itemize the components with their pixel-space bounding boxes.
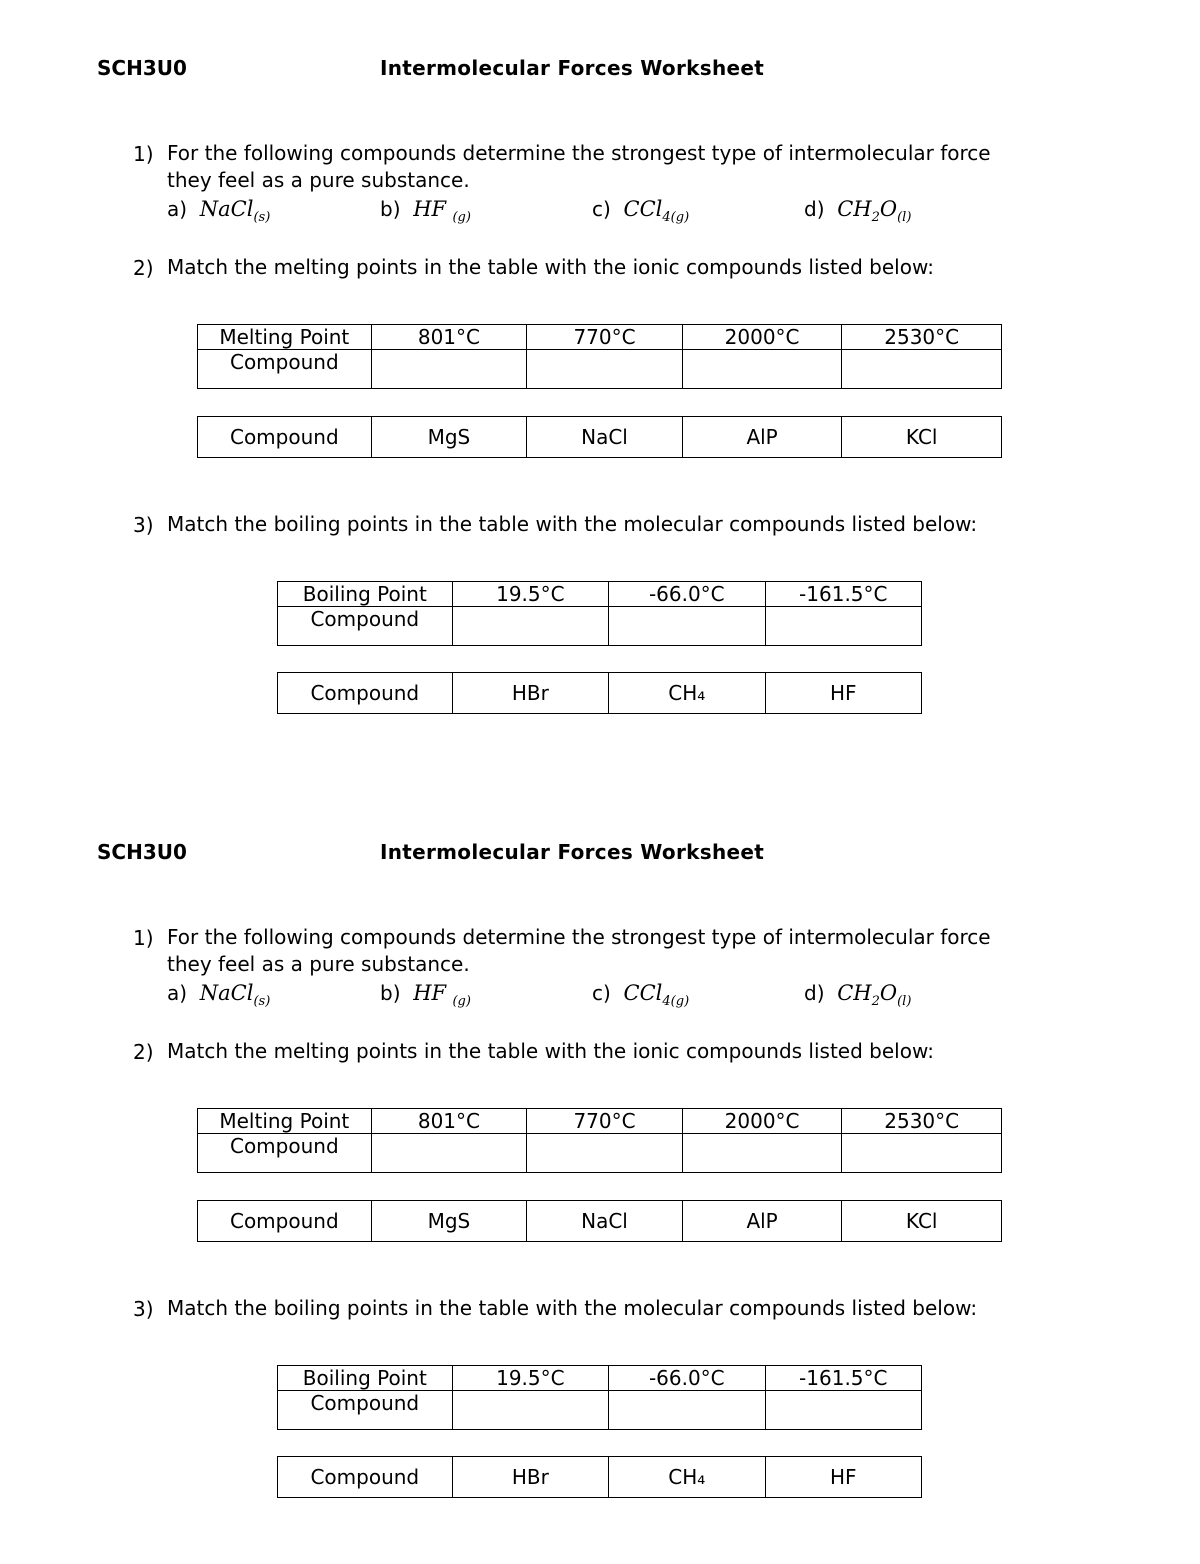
question-1-number: 1) [133, 926, 154, 950]
answer-cell[interactable] [682, 1134, 842, 1173]
course-code: SCH3U0 [97, 56, 187, 80]
boiling-point-value: -66.0°C [609, 1366, 765, 1391]
compound-cell: NaCl [527, 1201, 683, 1242]
option-d: d) $CH_2O_{(l)}$ [804, 197, 912, 225]
answer-cell[interactable] [527, 350, 683, 389]
melting-point-value: 2000°C [682, 325, 842, 350]
compound-header: Compound [278, 673, 453, 714]
compound-cell: HBr [452, 1457, 608, 1498]
compound-cell: NaCl [527, 417, 683, 458]
compound-cell: HBr [452, 673, 608, 714]
option-b: b) HF $_{(g)}$ [380, 197, 471, 225]
compound-cell: CH₄ [609, 1457, 765, 1498]
compound-cell: HF [765, 1457, 921, 1498]
question-1-line-1: For the following compounds determine the strongest type of intermolecular force [167, 925, 991, 949]
compound-row-label: Compound [198, 1134, 372, 1173]
answer-cell[interactable] [609, 607, 765, 646]
question-3-text: Match the boiling points in the table with the molecular compounds listed below: [167, 512, 978, 536]
compound-cell: AlP [682, 1201, 842, 1242]
answer-cell[interactable] [452, 607, 608, 646]
answer-cell[interactable] [765, 1391, 921, 1430]
answer-cell[interactable] [452, 1391, 608, 1430]
melting-point-header: Melting Point [198, 325, 372, 350]
question-3-text: Match the boiling points in the table with the molecular compounds listed below: [167, 1296, 978, 1320]
question-1-number: 1) [133, 142, 154, 166]
answer-cell[interactable] [765, 607, 921, 646]
compound-header: Compound [198, 1201, 372, 1242]
compound-row-label: Compound [278, 607, 453, 646]
option-b: b) HF $_{(g)}$ [380, 981, 471, 1009]
worksheet-title: Intermolecular Forces Worksheet [380, 56, 765, 80]
ionic-compound-table [197, 416, 1002, 458]
question-2-number: 2) [133, 256, 154, 280]
question-3-number: 3) [133, 1297, 154, 1321]
option-a: a) NaCl$_{(s)}$ [167, 981, 271, 1009]
melting-point-value: 2530°C [842, 325, 1002, 350]
worksheet-copy-1 [0, 0, 1200, 780]
melting-point-value: 801°C [371, 1109, 527, 1134]
answer-cell[interactable] [371, 350, 527, 389]
boiling-point-header: Boiling Point [278, 1366, 453, 1391]
compound-cell: MgS [371, 417, 527, 458]
molecular-compound-table [277, 672, 922, 714]
compound-row-label: Compound [278, 1391, 453, 1430]
question-1-text [167, 140, 991, 194]
answer-cell[interactable] [371, 1134, 527, 1173]
question-1-line-2: they feel as a pure substance. [167, 952, 470, 976]
answer-cell[interactable] [842, 350, 1002, 389]
melting-point-value: 801°C [371, 325, 527, 350]
worksheet-title: Intermolecular Forces Worksheet [380, 840, 765, 864]
melting-point-value: 2530°C [842, 1109, 1002, 1134]
answer-cell[interactable] [609, 1391, 765, 1430]
worksheet-copy-2 [0, 784, 1200, 1564]
melting-point-value: 770°C [527, 325, 683, 350]
boiling-point-value: -66.0°C [609, 582, 765, 607]
boiling-point-table [277, 1365, 922, 1430]
ionic-compound-table [197, 1200, 1002, 1242]
question-3-number: 3) [133, 513, 154, 537]
compound-header: Compound [198, 417, 372, 458]
melting-point-value: 2000°C [682, 1109, 842, 1134]
question-1-line-2: they feel as a pure substance. [167, 168, 470, 192]
compound-cell: CH₄ [609, 673, 765, 714]
question-1-line-1: For the following compounds determine the strongest type of intermolecular force [167, 141, 991, 165]
compound-cell: MgS [371, 1201, 527, 1242]
melting-point-table [197, 324, 1002, 389]
question-2-number: 2) [133, 1040, 154, 1064]
course-code: SCH3U0 [97, 840, 187, 864]
option-c: c) CCl$_{4(g)}$ [592, 981, 690, 1009]
question-1-text [167, 924, 991, 978]
melting-point-table [197, 1108, 1002, 1173]
option-d: d) $CH_2O_{(l)}$ [804, 981, 912, 1009]
compound-header: Compound [278, 1457, 453, 1498]
answer-cell[interactable] [842, 1134, 1002, 1173]
option-a: a) NaCl$_{(s)}$ [167, 197, 271, 225]
boiling-point-value: 19.5°C [452, 582, 608, 607]
answer-cell[interactable] [682, 350, 842, 389]
boiling-point-value: -161.5°C [765, 1366, 921, 1391]
boiling-point-value: -161.5°C [765, 582, 921, 607]
melting-point-value: 770°C [527, 1109, 683, 1134]
compound-cell: KCl [842, 417, 1002, 458]
answer-cell[interactable] [527, 1134, 683, 1173]
compound-row-label: Compound [198, 350, 372, 389]
question-2-text: Match the melting points in the table with the ionic compounds listed below: [167, 1039, 934, 1063]
question-2-text: Match the melting points in the table with the ionic compounds listed below: [167, 255, 934, 279]
melting-point-header: Melting Point [198, 1109, 372, 1134]
molecular-compound-table [277, 1456, 922, 1498]
boiling-point-table [277, 581, 922, 646]
option-c: c) CCl$_{4(g)}$ [592, 197, 690, 225]
compound-cell: HF [765, 673, 921, 714]
boiling-point-header: Boiling Point [278, 582, 453, 607]
compound-cell: AlP [682, 417, 842, 458]
compound-cell: KCl [842, 1201, 1002, 1242]
boiling-point-value: 19.5°C [452, 1366, 608, 1391]
